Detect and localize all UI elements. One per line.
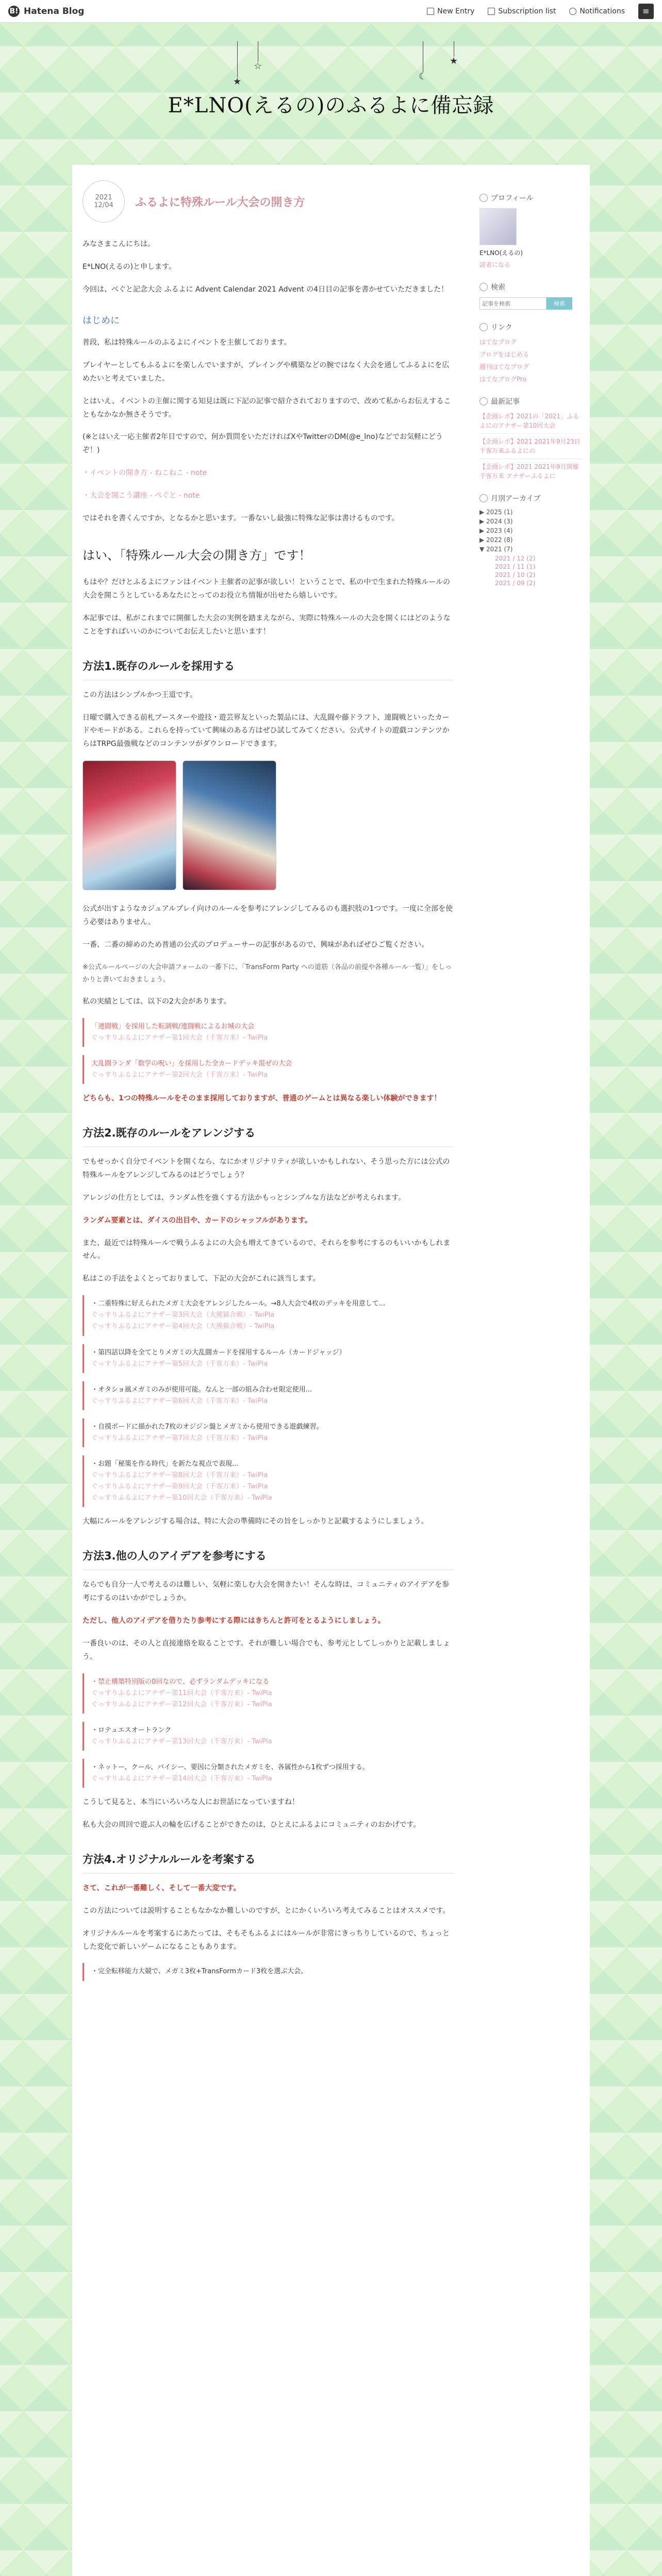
paragraph: ではそれを書くんですか、となるかと思います。一番ないし最強に特殊な記事は書けるものです。	[82, 514, 399, 522]
quote-text: ・お題「秘策を作る時代」を新たな視点で表現...	[91, 1460, 239, 1468]
star-icon: ★	[450, 56, 458, 66]
pencil-icon	[427, 8, 434, 15]
archive-year[interactable]: ▶ 2024 (3)	[479, 518, 513, 525]
paragraph: 私はこの手法をよくとっておりまして、下記の大会がこれに該当します。	[82, 1275, 320, 1283]
archive-year[interactable]: ▶ 2023 (4)	[479, 527, 513, 534]
quote-link[interactable]: ぐっすりふるよにアナザー第4回大会（大熊猫合戦）- TwiPla	[91, 1323, 275, 1331]
list-icon	[488, 8, 495, 15]
quote-link[interactable]: ぐっすりふるよにアナザー第3回大会（大熊猫合戦）- TwiPla	[91, 1311, 275, 1319]
quote-text: ・二重特殊に好えられたメガミ大会をアレンジしたルール。→8人大会で4枚のデッキを用意して...	[91, 1300, 386, 1308]
paragraph: 私の実績としては、以下の2大会があります。	[82, 997, 231, 1006]
quote-block	[82, 1722, 454, 1751]
profile-title-label: プロフィール	[491, 194, 534, 202]
recent-title-label: 最新記事	[491, 398, 520, 406]
new-entry-label: New Entry	[437, 7, 475, 15]
quote-link[interactable]: ぐっすりふるよにアナザー第7回大会（千客万来）- TwiPla	[91, 1434, 268, 1442]
recent-entry-link[interactable]: 【企画レポ】2021 2021年9月開催 千客万来 アナザーふるよに	[479, 463, 579, 480]
note-link[interactable]: ・大会を開こう講座 - ぺぐと - note	[82, 492, 200, 500]
quote-block	[82, 1759, 454, 1788]
card-image[interactable]	[82, 760, 176, 890]
quote-block	[82, 1055, 454, 1084]
section-heading: はじめに	[82, 315, 120, 326]
method-heading: 方法2.既存のルールをアレンジする	[82, 1123, 454, 1147]
quote-link[interactable]: ぐっすりふるよにアナザー第6回大会（千客万来）- TwiPla	[91, 1397, 268, 1405]
archive-year[interactable]: ▼ 2021 (7)	[479, 546, 513, 553]
article	[82, 180, 454, 1989]
brand-label: Hatena Blog	[24, 6, 85, 16]
quote-link[interactable]: ぐっすりふるよにアナザー第12回大会（千客万来）- TwiPla	[91, 1700, 272, 1708]
archive-month[interactable]: 2021 / 12 (2)	[495, 555, 536, 562]
method-heading: 方法3.他の人のアイデアを参考にする	[82, 1546, 454, 1570]
top-nav	[427, 4, 654, 19]
main-heading: はい、「特殊ルール大会の開き方」です！	[82, 548, 311, 563]
recent-entry-link[interactable]: 【企画レポ】2021 2021年9月23日 千客万来ふるよにの	[479, 438, 581, 454]
notifications-button[interactable]	[569, 7, 625, 15]
subscription-label: Subscription list	[498, 7, 556, 15]
paragraph: もはや？だけとふるよにファンはイベント主催者の記事が欲しい！ということで、私の中で生まれた特殊ルールの大会を開こうとしているあなたにとってのお役立ち情報が出せたら嬉しいです。	[82, 578, 451, 600]
quote-block	[82, 1673, 454, 1714]
paragraph: 私も大会の周回で遊ぶ人の輪を広げることができたのは、ひとえにふるよにコミュニティのおかげです。	[82, 1821, 421, 1829]
recent-entry-link[interactable]: 【企画レポ】2021の「2021」ふるよにのアナザー第10回大会	[479, 413, 580, 429]
paragraph: さて、これが一番難しく、そして一番大変です。	[82, 1884, 241, 1892]
sidebar-link[interactable]: ブログをはじめる	[479, 351, 529, 358]
profile-title	[479, 193, 583, 203]
star-icon: ☆	[254, 61, 262, 72]
search-input[interactable]	[479, 297, 547, 310]
blog-header	[72, 41, 590, 165]
entry-body	[82, 223, 454, 1981]
archive-title-label: 月別アーカイブ	[491, 495, 541, 503]
quote-link[interactable]: ぐっすりふるよにアナザー第8回大会（千客万来）- TwiPla	[91, 1471, 268, 1480]
paragraph: でもせっかく自分でイベントを開くなら、なにかオリジナリティが欲しいかもしれない、そう思った方には公式の特殊ルールをアレンジしてみるのはどうでしょう？	[82, 1158, 450, 1179]
divider	[479, 433, 583, 434]
paragraph: この方法はシンプルかつ王道です。	[82, 690, 197, 699]
archive-year[interactable]: ▶ 2025 (1)	[479, 509, 513, 516]
paragraph: 普段、私は特殊ルールのふるよにイベントを主催しております。	[82, 338, 291, 347]
quote-text: ・禁止構築特別版の0回なので、必ずランダムデッキになる	[91, 1677, 269, 1686]
intro-p: みなさまこんにちは。	[82, 240, 155, 248]
note-link[interactable]: ・イベントの開き方 - ねこねこ - note	[82, 469, 207, 478]
quote-link[interactable]: ぐっすりふるよにアナザー第1回大会（千客万来）- TwiPla	[91, 1033, 268, 1042]
quote-text: ・完全転移能力大競で、メガミ3枚+TransFormカード3枚を選ぶ大会。	[91, 1968, 308, 1976]
paragraph: 日曜で購入できる前札ブースターや遊技・遊芸界友といった製品には、大乱闘や藤ドラフト、連闘戦といったカードやモードがある。これらを持っていて興味のある方はぜひ試してみてください。公式サイトの遊戯コンテンツからはTRPG最強戦などのコンテンツがダウンロードできます。	[82, 713, 450, 749]
quote-block	[82, 1381, 454, 1410]
quote-text: 「連闘戦」を採用した転調戦/連闘戦によるお城の大会	[91, 1022, 255, 1030]
top-bar	[0, 0, 662, 23]
sidebar-link[interactable]: はてなブログPro	[479, 376, 527, 383]
paragraph: ならでも自分一人で考えるのは難しい、気軽に楽しむ大会を開きたい！そんな時は、コミュニティのアイデアを参考にするのはいかがでしょうか。	[82, 1581, 450, 1603]
links-title-label: リンク	[491, 324, 512, 332]
sidebar-link[interactable]: はてなブログ	[479, 338, 517, 346]
hatena-logo-icon: B!	[8, 6, 20, 17]
bell-icon	[569, 8, 576, 15]
pencil-icon	[479, 397, 488, 405]
paragraph: 本記事では、私がこれまでに開催した大会の実例を踏まえながら、実際に特殊ルールの大会を開くにはどのようなことをすればいいのかについてお伝えしたいと思います！	[82, 614, 451, 636]
search-title	[479, 282, 583, 292]
quote-link[interactable]: ぐっすりふるよにアナザー第10回大会（千客万来）- TwiPla	[91, 1494, 272, 1502]
archive-month[interactable]: 2021 / 10 (2)	[495, 571, 536, 579]
card-image[interactable]	[183, 760, 276, 890]
new-entry-button[interactable]	[427, 7, 474, 15]
card-images	[82, 760, 454, 890]
main-wrapper	[72, 165, 590, 2576]
search-form	[479, 297, 583, 310]
quote-link[interactable]: ぐっすりふるよにアナザー第13回大会（千客万来）- TwiPla	[91, 1738, 272, 1746]
intro-p: E*LNO(えるの)と申します。	[82, 262, 176, 271]
quote-link[interactable]: ぐっすりふるよにアナザー第9回大会（千客万来）- TwiPla	[91, 1483, 268, 1491]
sidebar-link[interactable]: 週刊はてなブログ	[479, 363, 529, 370]
recent-title	[479, 396, 583, 406]
method-heading: 方法4.オリジナルルールを考案する	[82, 1850, 454, 1874]
archive-title	[479, 493, 583, 503]
quote-link[interactable]: ぐっすりふるよにアナザー第5回大会（千客万来）- TwiPla	[91, 1360, 268, 1368]
method-heading: 方法1.既存のルールを採用する	[82, 656, 454, 681]
quote-link[interactable]: ぐっすりふるよにアナザー第2回大会（千客万来）- TwiPla	[91, 1071, 268, 1079]
paragraph: ただし、他人のアイデアを借りたり参考にする際にはきちんと許可をとるようにしましょう。	[82, 1616, 385, 1625]
archive-month[interactable]: 2021 / 09 (2)	[495, 580, 536, 587]
quote-block	[82, 1295, 454, 1335]
paragraph: ランダム要素とは、ダイスの出目や、カードのシャッフルがあります。	[82, 1216, 312, 1225]
hatena-brand[interactable]	[8, 6, 84, 17]
paragraph: とはいえ、イベントの主催に関する知見は既に下記の記事で紹介されておりますので、改めて私からお伝えすることもなかなか無さそうです。	[82, 397, 451, 419]
moon-icon: ☾	[419, 71, 427, 82]
paragraph: また、最近では特殊ルールで戦うふるよにの大会も増えてきているので、それらを参考にするのもいいかもしれません。	[82, 1239, 451, 1261]
profile-name[interactable]: E*LNO(えるの)	[479, 249, 523, 257]
paragraph: (※とはいえ一応主催者2年目ですので、何か質問をいただければXやTwitterのDM(@e_lno)などでお気軽にどうぞ！)	[82, 433, 443, 455]
subscribe-button[interactable]: 読者になる	[479, 261, 511, 268]
paragraph: アレンジの仕方としては、ランダム性を強くする方法かもっとシンプルな方法などが考えられます。	[82, 1193, 406, 1202]
quote-block	[82, 1418, 454, 1447]
paragraph: ※公式ルールページの大会申請フォームの一番下に、「TransForm Party への道筋（各品の前提や各種ルール一覧）」をしっかりと書いておきましょう。	[82, 963, 452, 984]
quote-text: ・オタショ風メガミのみが使用可能。なんと一部の組み合わせ限定使用...	[91, 1385, 312, 1394]
paragraph: 公式が出すようなカジュアルプレイ向けのルールを参考にアレンジしてみるのも選択肢の1つです。一度に全部を使う必要はありません。	[82, 905, 453, 927]
link-icon	[479, 323, 488, 331]
sidebar	[479, 180, 583, 588]
entry-title[interactable]: ふるよに特殊ルール大会の開き方	[135, 196, 305, 209]
paragraph: プレイヤーとしてもふるよにを楽しんでいますが、プレイングや構築などの腕ではなく大会を通してふるよにを広めたいと考えていました。	[82, 361, 450, 383]
menu-icon: ≡	[642, 6, 650, 16]
subscription-list-button[interactable]	[488, 7, 556, 15]
profile-icon	[479, 194, 488, 202]
links-title	[479, 322, 583, 332]
quote-link[interactable]: ぐっすりふるよにアナザー第11回大会（千客万来）- TwiPla	[91, 1689, 272, 1697]
search-button[interactable]: 検索	[547, 297, 572, 310]
search-icon	[479, 283, 488, 291]
quote-text: ・自摸ボードに描かれた7枚のオジジン盤とメガミから使用できる遊戯練習。	[91, 1422, 323, 1431]
quote-block	[82, 1455, 454, 1507]
quote-link[interactable]: ぐっすりふるよにアナザー第14回大会（千客万来）- TwiPla	[91, 1775, 272, 1783]
paragraph: オリジナルルールを考案するにあたっては、そもそもふるよにはルールが非常にきっちりしているので、ちょっとした変化で新しいゲームになることもあります。	[82, 1929, 450, 1951]
paragraph: 一番、二番の締めのため普通の公式のプロデューサーの記事があるので、興味があればぜひご覧ください。	[82, 941, 429, 950]
quote-block	[82, 1018, 454, 1047]
quote-text: ・ネットー、クール、パイシー、要因に分類されたメガミを、各属性から1枚ずつ採用する。	[91, 1764, 369, 1772]
archive-year[interactable]: ▶ 2022 (8)	[479, 536, 513, 544]
notifications-label: Notifications	[580, 7, 625, 15]
paragraph: 大幅にルールをアレンジする場合は、特に大会の準備時にその旨をしっかりと記載するようにしましょう。	[82, 1517, 428, 1526]
blog-title[interactable]: E*LNO(えるの)のふるよに備忘録	[168, 94, 494, 117]
paragraph: こうして見ると、本当にいろいろな人にお世話になっていますね！	[82, 1798, 299, 1807]
menu-button[interactable]	[638, 4, 654, 19]
quote-text: ・ロテュエスオートランク	[91, 1726, 172, 1734]
paragraph: 一番良いのは、その人と直接連絡を取ることです。それが難しい場合でも、参考元としてしっかりと記載しましょう。	[82, 1639, 450, 1661]
quote-text: ・第四話以降を全てとりメガミの大乱闘カードを採用するルール（カードジャッジ）	[91, 1348, 346, 1357]
paragraph: この方法については説明することもなかなか難しいのですが、とにかくいろいろ考えてみることはオススメです。	[82, 1906, 450, 1915]
quote-block	[82, 1963, 454, 1980]
archive-month[interactable]: 2021 / 11 (1)	[495, 563, 536, 570]
calendar-icon	[479, 494, 488, 502]
quote-text: 大乱闘ランダ「数学の呪い」を採用した全カードデッキ混ぜの大会	[91, 1060, 292, 1068]
avatar[interactable]	[479, 208, 517, 245]
date-year: 2021	[95, 194, 112, 201]
star-icon: ★	[233, 76, 242, 87]
paragraph: どちらも、1つの特殊ルールをそのまま採用しておりますが、普通のゲームとは異なる楽しい体験ができます！	[82, 1094, 441, 1103]
date-md: 12/04	[94, 201, 113, 209]
hanging-line	[237, 41, 238, 77]
date-badge	[82, 180, 125, 223]
quote-block	[82, 1344, 454, 1373]
intro-p: 今回は、ぺぐと記念大会 ふるよに Advent Calendar 2021 Advent の4日目の記事を書かせていただきました！	[82, 285, 449, 294]
search-title-label: 検索	[491, 283, 505, 292]
